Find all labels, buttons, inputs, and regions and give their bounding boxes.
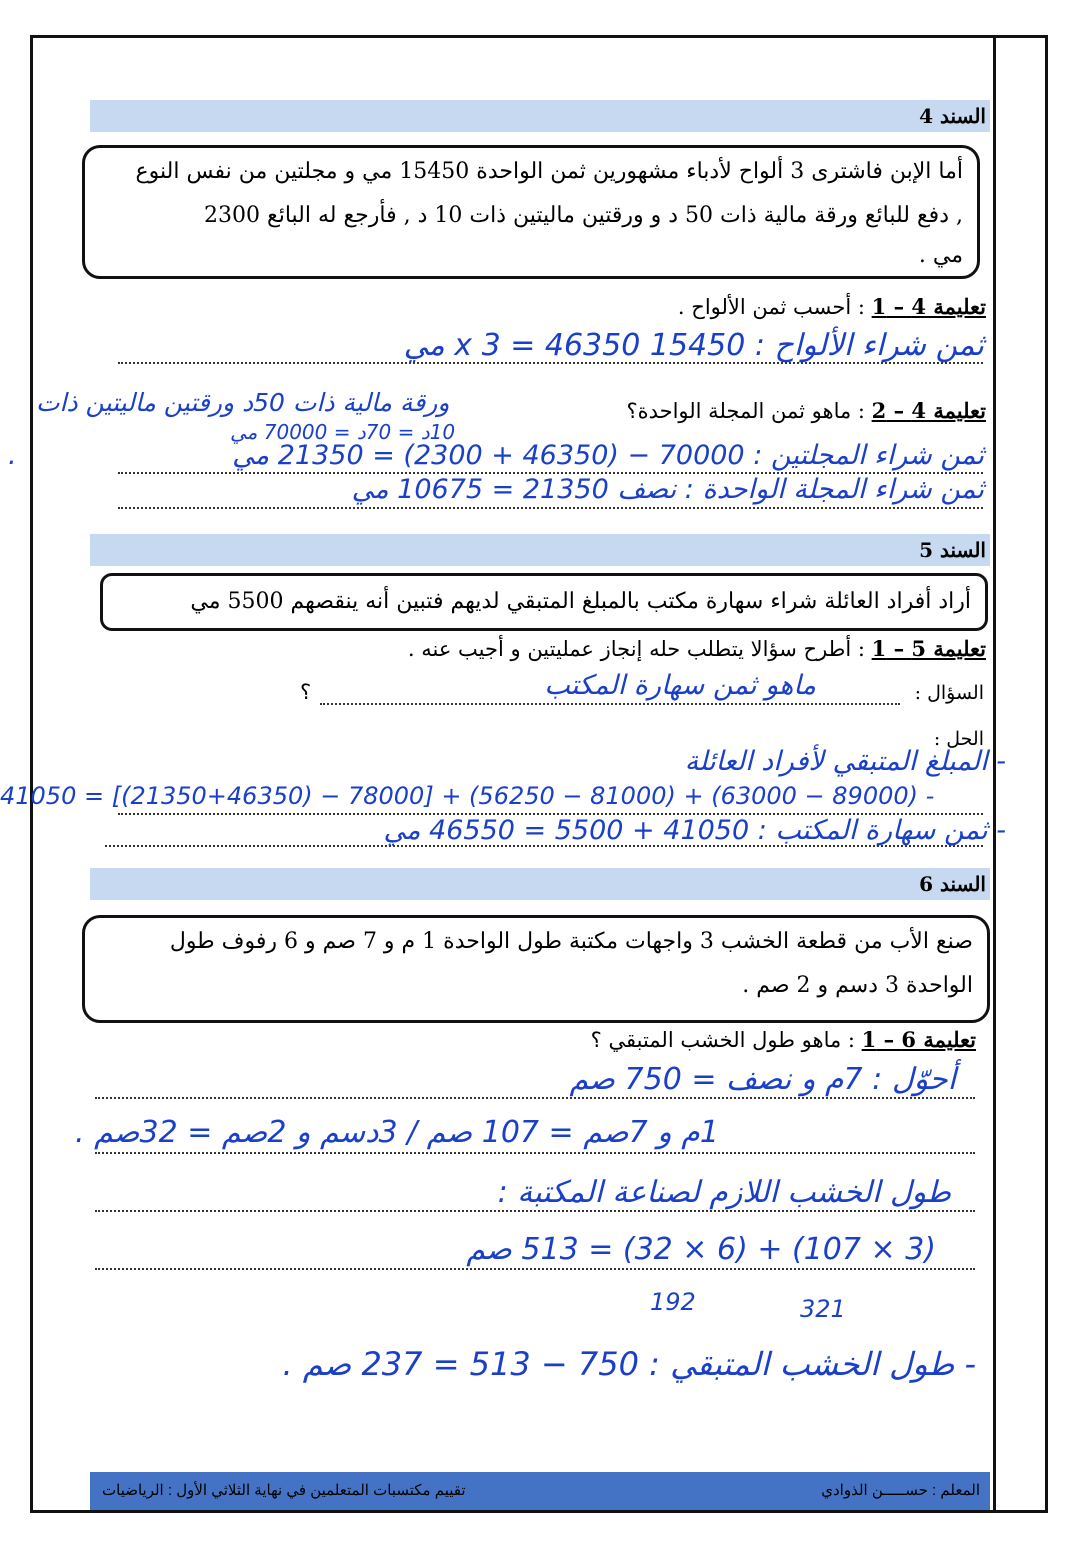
solution-label: الحل : bbox=[933, 728, 984, 750]
section-title: السند 4 bbox=[919, 104, 986, 128]
handwritten-answer: ثمن شراء الألواح : 15450 x 3 = 46350 مي bbox=[403, 328, 984, 363]
instruction-text: : ماهو ثمن المجلة الواحدة؟ bbox=[626, 399, 872, 423]
assessment-title: تقييم مكتسبات المتعلمين في نهاية الثلاثي الأول : الرياضيات bbox=[102, 1482, 466, 1499]
handwritten-answer: ثمن شراء المجلتين : 70000 − (46350 + 2300) = 21350 مي bbox=[232, 440, 984, 471]
instruction-4-1 bbox=[678, 294, 986, 319]
teacher-name: المعلم : حســـــن الذوادي bbox=[821, 1482, 980, 1499]
section-6-header bbox=[90, 868, 990, 900]
instruction-4-2 bbox=[626, 398, 986, 423]
problem-line: أراد أفراد العائلة شراء سهارة مكتب بالمبلغ المتبقي لديهم فتبين أنه ينقصهم 5500 مي bbox=[190, 589, 971, 614]
instruction-text: : ماهو طول الخشب المتبقي ؟ bbox=[590, 1028, 862, 1052]
footer-bar bbox=[90, 1472, 990, 1510]
handwritten-answer: أحوّل : 7م و نصف = 750 صم bbox=[569, 1062, 956, 1097]
section-5-problem-box bbox=[100, 573, 988, 631]
problem-line: الواحدة 3 دسم و 2 صم . bbox=[742, 973, 973, 998]
handwritten-subresult: 321 bbox=[800, 1295, 846, 1323]
handwritten-question: ماهو ثمن سهارة المكتب bbox=[544, 670, 816, 701]
handwritten-answer: 1م و 7صم = 107 صم / 3دسم و 2صم = 32صم . bbox=[75, 1115, 719, 1150]
answer-line bbox=[118, 507, 983, 509]
handwritten-answer: - طول الخشب المتبقي : 750 − 513 = 237 صم . bbox=[282, 1345, 976, 1383]
answer-line bbox=[95, 1210, 975, 1212]
section-4-problem-box bbox=[82, 145, 980, 279]
instruction-label: تعليمة 4 – 1 bbox=[871, 294, 986, 319]
question-mark: ؟ bbox=[300, 680, 312, 704]
section-title: السند 5 bbox=[919, 538, 986, 562]
handwritten-answer: (3 × 107) + (6 × 32) = 513 صم bbox=[466, 1232, 936, 1267]
answer-line bbox=[320, 703, 900, 705]
handwritten-answer: 41050 = [(21350+46350) − 78000] + (56250 − 81000) + (63000 − 89000) - bbox=[0, 782, 935, 810]
instruction-label: تعليمة 5 – 1 bbox=[871, 636, 986, 661]
handwritten-answer: طول الخشب اللازم لصناعة المكتبة : bbox=[497, 1175, 951, 1210]
problem-line: أما الإبن فاشترى 3 ألواح لأدباء مشهورين ثمن الواحدة 15450 مي و مجلتين من نفس النوع bbox=[135, 159, 963, 184]
instruction-6-1 bbox=[591, 1027, 976, 1052]
problem-line: مي . bbox=[918, 243, 963, 268]
section-4-header bbox=[90, 100, 990, 132]
handwritten-note: 10د = 70د = 70000 مي bbox=[230, 420, 456, 444]
instruction-text: : أحسب ثمن الألواح . bbox=[677, 295, 872, 319]
answer-line bbox=[95, 1268, 975, 1270]
section-title: السند 6 bbox=[919, 872, 986, 896]
section-5-header bbox=[90, 534, 990, 566]
handwritten-answer: ثمن شراء المجلة الواحدة : نصف 21350 = 10675 مي bbox=[351, 474, 984, 505]
instruction-5-1 bbox=[408, 636, 986, 661]
instruction-text: : أطرح سؤالا يتطلب حله إنجاز عمليتين و أجيب عنه . bbox=[407, 637, 872, 661]
answer-line bbox=[95, 1152, 975, 1154]
question-label: السؤال : bbox=[914, 682, 984, 704]
handwritten-mark: . bbox=[8, 440, 17, 471]
answer-line bbox=[95, 1097, 975, 1099]
instruction-label: تعليمة 4 – 2 bbox=[871, 398, 986, 423]
problem-line: , دفع للبائع ورقة مالية ذات 50 د و ورقتين ماليتين ذات 10 د , فأرجع له البائع 2300 bbox=[204, 203, 963, 228]
instruction-label: تعليمة 6 – 1 bbox=[861, 1027, 976, 1052]
problem-line: صنع الأب من قطعة الخشب 3 واجهات مكتبة طول الواحدة 1 م و 7 صم و 6 رفوف طول bbox=[169, 929, 973, 954]
handwritten-subresult: 192 bbox=[650, 1288, 696, 1316]
section-6-problem-box bbox=[82, 915, 990, 1023]
handwritten-answer: - ثمن سهارة المكتب : 41050 + 5500 = 46550 مي bbox=[383, 815, 1006, 846]
handwritten-answer: - المبلغ المتبقي لأفراد العائلة bbox=[684, 746, 1006, 777]
handwritten-note: ورقة مالية ذات 50د ورقتين ماليتين ذات bbox=[36, 388, 450, 417]
